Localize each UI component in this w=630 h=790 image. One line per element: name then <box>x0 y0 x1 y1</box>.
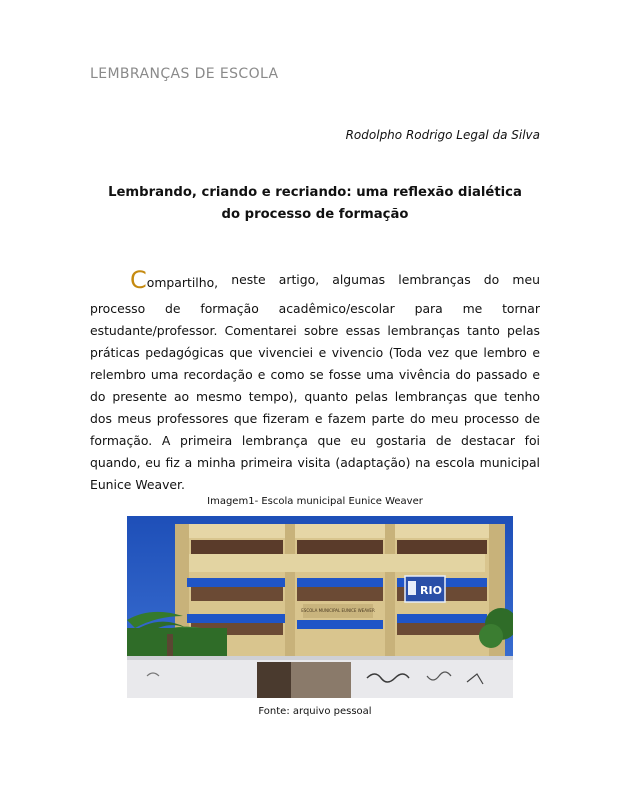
first-word <box>130 262 218 298</box>
drop-cap: C <box>130 266 147 294</box>
word: algumas <box>332 272 386 287</box>
rio-sign-text: RIO <box>420 584 442 597</box>
paragraph-line: dos meus professores que fizeram e fazem parte do meu processo de <box>90 411 540 426</box>
facade-lettering: ESCOLA MUNICIPAL EUNICE WEAVER <box>301 608 375 613</box>
word: lembranças <box>398 272 471 287</box>
body-paragraph <box>90 262 540 496</box>
paragraph-line: relembro uma recordação e como se fosse uma vivência do passado e <box>90 367 540 382</box>
paragraph-line: formação. A primeira lembrança que eu gostaria de destacar foi <box>90 433 540 448</box>
word: artigo, <box>278 272 320 287</box>
word: do <box>483 272 500 287</box>
first-word-rest: ompartilho, <box>146 275 219 290</box>
figure-source: Fonte: arquivo pessoal <box>258 706 372 717</box>
paragraph-line: estudante/professor. Comentarei sobre essas lembranças tanto pelas <box>90 323 540 338</box>
school-photo <box>127 516 513 698</box>
word: processo <box>90 301 146 316</box>
paragraph-line: quando, eu fiz a minha primeira visita (adaptação) na escola municipal <box>90 455 540 470</box>
word: acadêmico/escolar <box>278 301 395 316</box>
paragraph-first-line <box>90 262 540 298</box>
school-building-illustration <box>127 516 513 698</box>
article-title-line-1: Lembrando, criando e recriando: uma reflexão dialética <box>108 185 522 200</box>
word: de <box>165 301 181 316</box>
word: formação <box>200 301 259 316</box>
author-name: Rodolpho Rodrigo Legal da Silva <box>345 128 540 142</box>
word: neste <box>231 272 266 287</box>
figure-caption: Imagem1- Escola municipal Eunice Weaver <box>207 496 423 507</box>
section-header: LEMBRANÇAS DE ESCOLA <box>90 66 279 82</box>
paragraph-line: do presente ao mesmo tempo), quanto pelas lembranças que tenho <box>90 389 540 404</box>
word: me <box>462 301 483 316</box>
paragraph-line: práticas pedagógicas que vivenciei e vivencio (Toda vez que lembro e <box>90 345 540 360</box>
word: para <box>414 301 443 316</box>
word: tornar <box>502 301 540 316</box>
paragraph-last-line: Eunice Weaver. <box>90 477 185 492</box>
article-title-line-2: do processo de formação <box>221 207 409 222</box>
word: meu <box>512 272 540 287</box>
paragraph-line <box>90 298 540 320</box>
article-title <box>90 182 540 226</box>
